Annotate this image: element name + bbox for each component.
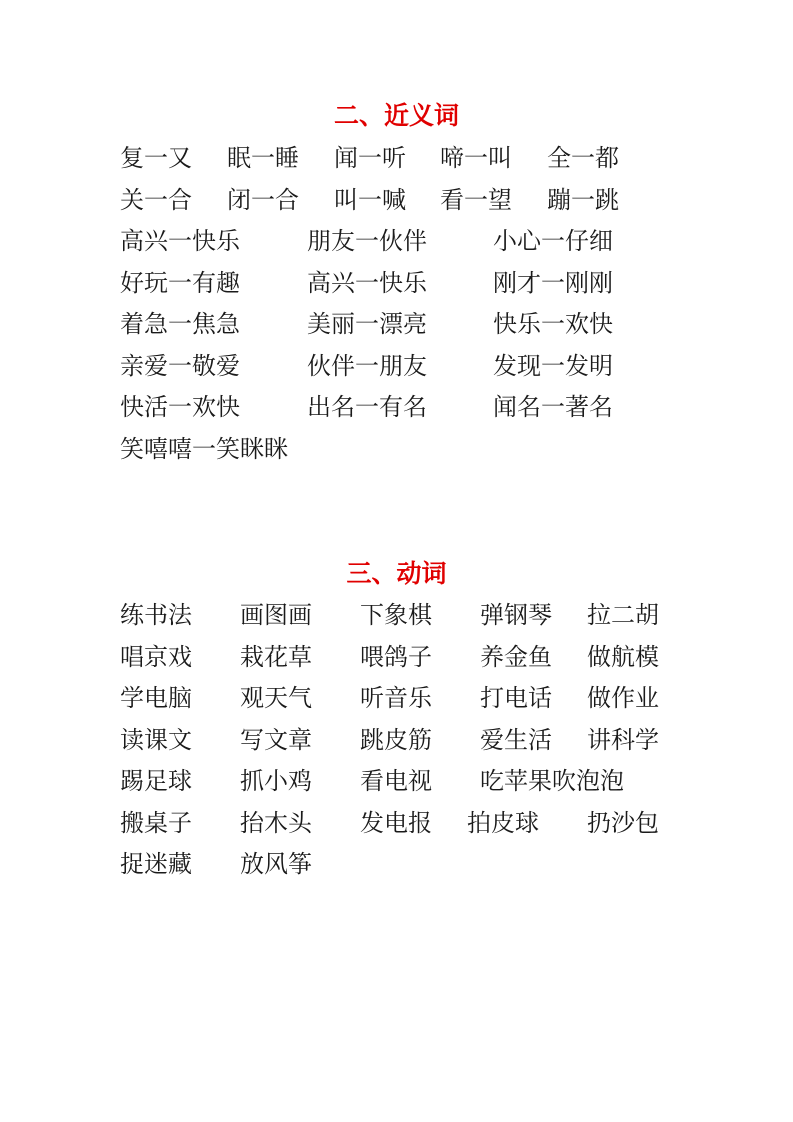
- verb-row: [0, 683, 793, 713]
- verb-phrase: 看电视: [360, 767, 432, 795]
- verb-row: [0, 600, 793, 630]
- synonym-pair: 发现一发明: [493, 351, 613, 380]
- synonym-row: [0, 268, 793, 298]
- verb-phrase: 学电脑: [120, 684, 192, 712]
- verb-phrase: 观天气: [240, 684, 312, 712]
- verb-phrase: 爱生活: [480, 725, 552, 754]
- synonym-pair: 快乐一欢快: [493, 310, 613, 338]
- verb-phrase: 捉迷藏: [120, 850, 192, 878]
- verb-row: [0, 725, 793, 755]
- synonym-pair: 复一又: [120, 144, 192, 172]
- synonym-row: [0, 309, 793, 339]
- synonym-pair: 全一都: [547, 144, 619, 172]
- verb-phrase: 做作业: [587, 684, 659, 712]
- verbs-title: 三、动词: [346, 559, 447, 588]
- synonym-pair: 眠一睡: [227, 144, 299, 172]
- verb-phrase: 做航模: [587, 642, 659, 671]
- synonym-row: [0, 185, 793, 215]
- verb-row: [0, 808, 793, 838]
- synonym-pair: 亲爱一敬爱: [120, 351, 240, 380]
- synonym-pair: 伙伴一朋友: [307, 351, 427, 380]
- verb-phrase: 拍皮球: [467, 808, 539, 837]
- verb-phrase: 写文章: [240, 725, 312, 754]
- synonym-pair: 啼一叫: [440, 144, 512, 172]
- verb-phrase: 打电话: [480, 684, 552, 712]
- verb-phrase: 练书法: [120, 601, 192, 629]
- synonym-pair: 关一合: [120, 185, 192, 214]
- synonym-row: [0, 392, 793, 422]
- verb-phrase: 搬桌子: [120, 808, 192, 837]
- verb-phrase: 喂鸽子: [360, 642, 432, 671]
- verb-row: [0, 642, 793, 672]
- verb-phrase: 扔沙包: [587, 808, 659, 837]
- verb-phrase: 弹钢琴: [480, 601, 552, 629]
- verb-phrase: 吃苹果吹泡泡: [480, 767, 624, 795]
- synonym-pair: 快活一欢快: [120, 393, 240, 421]
- verb-row: [0, 849, 793, 879]
- verb-phrase: 踢足球: [120, 767, 192, 795]
- verb-phrase: 抬木头: [240, 808, 312, 837]
- synonym-row: [0, 351, 793, 381]
- verb-phrase: 抓小鸡: [240, 767, 312, 795]
- synonym-pair: 刚才一刚刚: [493, 268, 613, 297]
- verb-row: [0, 766, 793, 796]
- verb-phrase: 拉二胡: [587, 601, 659, 629]
- verb-phrase: 放风筝: [240, 850, 312, 878]
- synonym-pair: 着急一焦急: [120, 310, 240, 338]
- synonym-pair: 好玩一有趣: [120, 268, 240, 297]
- verb-phrase: 听音乐: [360, 684, 432, 712]
- verb-phrase: 下象棋: [360, 601, 432, 629]
- synonym-row: [0, 434, 793, 464]
- synonym-pair: 小心一仔细: [493, 227, 613, 255]
- verb-phrase: 画图画: [240, 601, 312, 629]
- verb-phrase: 讲科学: [587, 725, 659, 754]
- synonym-pair: 高兴一快乐: [120, 227, 240, 255]
- synonym-pair: 闭一合: [227, 185, 299, 214]
- synonym-pair: 闻名一著名: [493, 393, 613, 421]
- synonym-pair: 高兴一快乐: [307, 268, 427, 297]
- synonym-pair: 蹦一跳: [547, 185, 619, 214]
- synonym-pair: 看一望: [440, 185, 512, 214]
- verb-phrase: 养金鱼: [480, 642, 552, 671]
- verb-phrase: 唱京戏: [120, 642, 192, 671]
- synonym-pair: 出名一有名: [307, 393, 427, 421]
- synonym-pair: 朋友一伙伴: [307, 227, 427, 255]
- synonym-row: [0, 143, 793, 173]
- verb-phrase: 发电报: [360, 808, 432, 837]
- verb-phrase: 栽花草: [240, 642, 312, 671]
- synonym-pair: 叫一喊: [334, 185, 406, 214]
- synonym-pair: 闻一听: [334, 144, 406, 172]
- synonym-pair: 笑嘻嘻一笑眯眯: [120, 434, 288, 463]
- verb-phrase: 跳皮筋: [360, 725, 432, 754]
- synonym-row: [0, 226, 793, 256]
- synonym-pair: 美丽一漂亮: [307, 310, 427, 338]
- verb-phrase: 读课文: [120, 725, 192, 754]
- synonyms-title: 二、近义词: [333, 101, 459, 130]
